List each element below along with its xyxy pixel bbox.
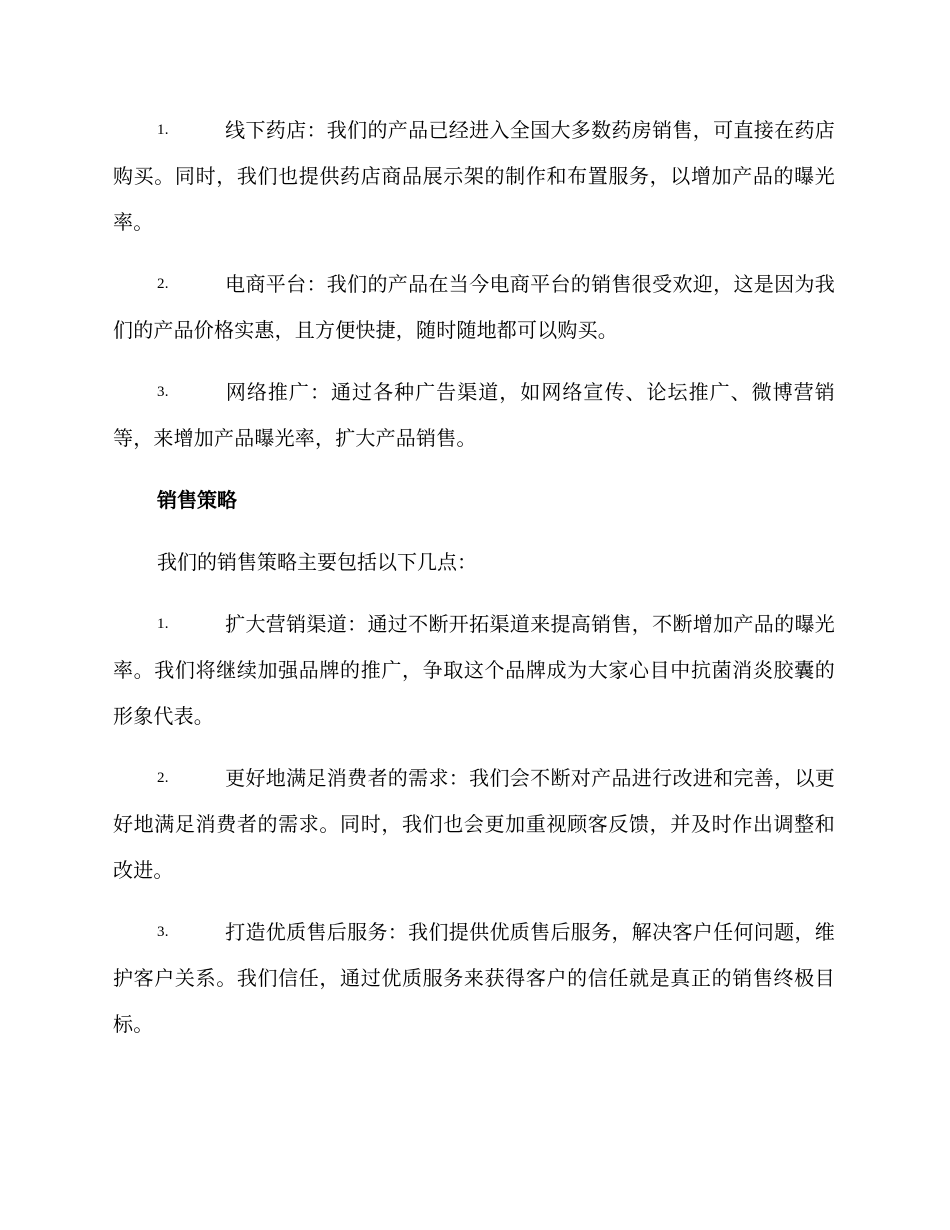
list-number: 3.: [157, 924, 169, 940]
list-number: 2.: [157, 770, 169, 786]
list-number: 1.: [157, 122, 169, 138]
list-item-text: 扩大营销渠道：通过不断开拓渠道来提高销售，不断增加产品的曝光率。我们将继续加强品牌的推广，争取这个品牌成为大家心目中抗菌消炎胶囊的形象代表。: [113, 612, 835, 728]
strategy-item-2: [113, 755, 835, 893]
strategy-item-3: [113, 909, 835, 1047]
document-body: [113, 107, 835, 1063]
channel-item-1: [113, 107, 835, 245]
section-intro: 我们的销售策略主要包括以下几点：: [157, 550, 477, 574]
list-item-text: 网络推广：通过各种广告渠道，如网络宣传、论坛推广、微博营销等，来增加产品曝光率，扩大产品销售。: [113, 380, 835, 450]
channel-item-3: [113, 369, 835, 461]
list-number: 3.: [157, 384, 169, 400]
strategy-item-1: [113, 601, 835, 739]
list-item-text: 电商平台：我们的产品在当今电商平台的销售很受欢迎，这是因为我们的产品价格实惠，且方便快捷，随时随地都可以购买。: [113, 272, 835, 342]
list-item-text: 更好地满足消费者的需求：我们会不断对产品进行改进和完善，以更好地满足消费者的需求。同时，我们也会更加重视顾客反馈，并及时作出调整和改进。: [113, 766, 835, 882]
channel-item-2: [113, 261, 835, 353]
list-item-text: 线下药店：我们的产品已经进入全国大多数药房销售，可直接在药店购买。同时，我们也提供药店商品展示架的制作和布置服务，以增加产品的曝光率。: [113, 118, 835, 234]
list-number: 2.: [157, 276, 169, 292]
section-heading: 销售策略: [157, 488, 237, 512]
list-number: 1.: [157, 616, 169, 632]
list-item-text: 打造优质售后服务：我们提供优质售后服务，解决客户任何问题，维护客户关系。我们信任，通过优质服务来获得客户的信任就是真正的销售终极目标。: [113, 920, 835, 1036]
